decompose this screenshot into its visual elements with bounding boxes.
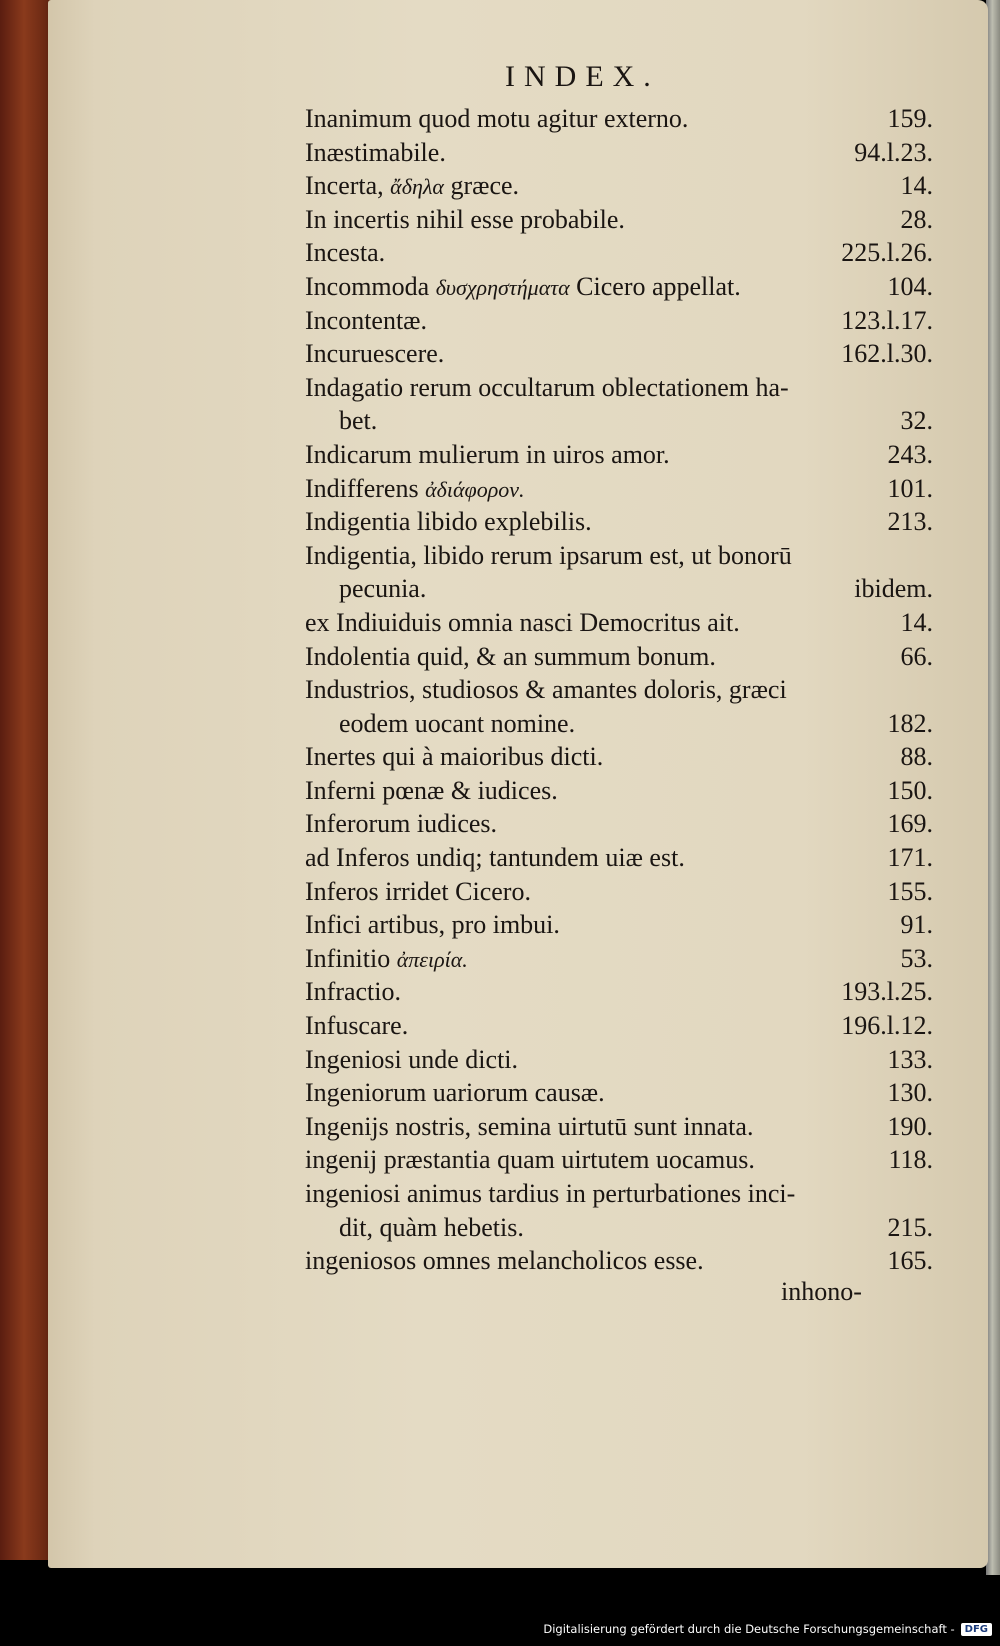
entry-term-text: Ingenijs nostris, semina uirtutū sunt innata. (305, 1111, 754, 1141)
index-entry (305, 740, 933, 774)
index-entry (305, 371, 933, 405)
entry-page-ref: 14. (900, 607, 933, 637)
entry-term (339, 404, 377, 438)
entry-term (305, 875, 531, 909)
entry-term-text: Indolentia quid, & an summum bonum. (305, 641, 716, 671)
entry-page-ref: 91. (900, 910, 933, 940)
entry-term-text: bet. (339, 406, 378, 436)
entry-term (305, 1043, 518, 1077)
entry-term-text: Incuruescere. (305, 339, 445, 369)
entry-term (305, 640, 716, 674)
index-entry (305, 1110, 933, 1144)
entry-page-ref: 162.l.30. (841, 339, 933, 369)
entry-page-ref: 32. (900, 406, 933, 436)
entry-term-text: Indigentia, libido rerum ipsarum est, ut bonorū (305, 540, 792, 570)
index-entry (305, 337, 933, 371)
entry-term (305, 673, 787, 707)
entry-term-text: Incesta. (305, 238, 386, 268)
entry-page-ref: 215. (887, 1212, 933, 1242)
entry-term-text: ingenij præstantia quam uirtutem uocamus. (305, 1145, 755, 1175)
entry-page-ref: 182. (887, 708, 933, 738)
index-entry (305, 1244, 933, 1278)
index-entry (305, 707, 933, 741)
index-entry (305, 942, 933, 976)
entry-term (305, 1143, 755, 1177)
entry-page-ref: 94.l.23. (854, 137, 933, 167)
entry-term (305, 942, 468, 977)
entry-term (305, 102, 688, 136)
entry-term-text: Infinitio (305, 943, 391, 973)
entry-page-ref: 53. (900, 943, 933, 973)
index-entry (305, 1076, 933, 1110)
index-entry (305, 1009, 933, 1043)
entry-term (305, 740, 603, 774)
entry-term-tail: græce. (450, 171, 520, 201)
entry-term-text: Indicarum mulierum in uiros amor. (305, 439, 670, 469)
entry-term-text: Indifferens (305, 473, 419, 503)
entry-page-ref: 88. (900, 742, 933, 772)
footer-text: Digitalisierung gefördert durch die Deutsche Forschungsgemeinschaft - (543, 1622, 955, 1636)
dfg-logo: DFG (961, 1623, 992, 1636)
catchword: inhono- (781, 1277, 862, 1306)
entry-term-text: Inertes qui à maioribus dicti. (305, 742, 604, 772)
index-entry (305, 404, 933, 438)
index-entry (305, 438, 933, 472)
entry-term (305, 1110, 753, 1144)
entry-page-ref: 171. (887, 843, 933, 873)
entry-greek: ἄδηλα (390, 174, 444, 200)
entry-term (305, 270, 741, 305)
entry-page-ref: 104. (887, 271, 933, 301)
entry-term (305, 169, 519, 204)
entry-term-text: Infuscare. (305, 1011, 409, 1041)
entry-term (305, 807, 497, 841)
entry-term (305, 908, 560, 942)
index-entry (305, 304, 933, 338)
entry-page-ref: 159. (887, 104, 933, 133)
entry-term (305, 841, 685, 875)
entry-term-text: dit, quàm hebetis. (339, 1212, 524, 1242)
entry-term-text: ingeniosi animus tardius in perturbationes inci- (305, 1179, 796, 1208)
entry-page-ref: 190. (887, 1111, 933, 1141)
entry-page-ref: 169. (887, 809, 933, 839)
entry-term-text: Incontentæ. (305, 305, 428, 335)
entry-term-text: Ingeniosi unde dicti. (305, 1044, 519, 1074)
index-entry (305, 908, 933, 942)
entry-term-text: In incertis nihil esse probabile. (305, 204, 625, 234)
entry-term-text: eodem uocant nomine. (339, 708, 576, 738)
entry-page-ref: 196.l.12. (841, 1011, 933, 1041)
entry-page-ref: 28. (900, 204, 933, 234)
index-entry (305, 270, 933, 304)
entry-page-ref: 123.l.17. (841, 305, 933, 335)
entry-term (305, 1009, 408, 1043)
page-edge (986, 0, 1000, 1575)
entry-page-ref: 225.l.26. (841, 238, 933, 268)
entry-term (339, 572, 426, 606)
index-entry (305, 975, 933, 1009)
entry-page-ref: 14. (900, 171, 933, 201)
entry-page-ref: 213. (887, 507, 933, 537)
entry-term-text: Infractio. (305, 977, 402, 1007)
entry-term (305, 1076, 605, 1110)
entry-greek: δυσχρηστήματα (435, 274, 570, 300)
index-entry (305, 572, 933, 606)
index-entry (305, 539, 933, 573)
entry-term (305, 1244, 704, 1278)
index-entry (305, 875, 933, 909)
entry-term (305, 606, 740, 640)
index-entry (305, 1177, 933, 1211)
index-entry (305, 606, 933, 640)
footer (543, 1618, 992, 1640)
entry-greek: ἀδιάφορον. (425, 476, 525, 502)
entry-term-text: Industrios, studiosos & amantes doloris, græci (305, 675, 787, 705)
entry-term-text: Inferorum iudices. (305, 809, 498, 839)
entry-term (339, 707, 575, 741)
entry-term-tail: Cicero appellat. (576, 271, 741, 301)
entry-term-text: Inferos irridet Cicero. (305, 876, 531, 906)
entry-term-text: ex Indiuiduis omnia nasci Democritus ait. (305, 607, 740, 637)
entry-page-ref: 150. (887, 775, 933, 805)
index-entry (305, 136, 933, 170)
entry-page-ref: 243. (887, 439, 933, 469)
index-entry (305, 774, 933, 808)
index-entry (305, 673, 933, 707)
entry-term (305, 438, 670, 472)
entry-page-ref: 101. (887, 473, 933, 503)
index-entry (305, 1211, 933, 1245)
entry-page-ref: 193.l.25. (841, 977, 933, 1007)
index-list (305, 102, 933, 1278)
entry-term-text: pecunia. (339, 574, 427, 604)
entry-page-ref: 155. (887, 876, 933, 906)
index-entry (305, 236, 933, 270)
index-entry (305, 1143, 933, 1177)
index-entry (305, 505, 933, 539)
entry-page-ref: 66. (900, 641, 933, 671)
entry-page-ref: 165. (887, 1246, 933, 1276)
index-entry (305, 102, 933, 136)
index-entry (305, 472, 933, 506)
entry-term-text: Ingeniorum uariorum causæ. (305, 1078, 605, 1108)
index-entry (305, 1043, 933, 1077)
entry-term-text: Inæstimabile. (305, 137, 446, 167)
entry-term-text: Inanimum quod motu agitur externo. (305, 104, 689, 133)
index-entry (305, 841, 933, 875)
entry-term (339, 1211, 524, 1245)
entry-term (305, 136, 446, 170)
entry-term (305, 203, 625, 237)
index-entry (305, 169, 933, 203)
entry-page-ref: 118. (888, 1145, 933, 1175)
entry-term (305, 371, 789, 405)
entry-term-text: Incerta, (305, 171, 384, 201)
entry-term (305, 472, 525, 507)
entry-term (305, 774, 558, 808)
entry-term (305, 236, 385, 270)
entry-term (305, 1177, 795, 1211)
entry-term-text: Indagatio rerum occultarum oblectationem ha- (305, 372, 789, 402)
entry-term (305, 975, 401, 1009)
entry-term-text: Indigentia libido explebilis. (305, 507, 592, 537)
entry-term (305, 539, 792, 573)
entry-term (305, 505, 592, 539)
page-title: INDEX. (505, 60, 660, 93)
entry-term (305, 337, 444, 371)
entry-term-text: Inferni pœnæ & iudices. (305, 775, 558, 805)
entry-term-text: Infici artibus, pro imbui. (305, 910, 560, 940)
entry-greek: ἀπειρία. (396, 946, 468, 972)
index-entry (305, 807, 933, 841)
entry-term-text: Incommoda (305, 271, 430, 301)
index-entry (305, 203, 933, 237)
entry-page-ref: ibidem. (854, 574, 933, 604)
entry-page-ref: 130. (887, 1078, 933, 1108)
index-entry (305, 640, 933, 674)
entry-term-text: ad Inferos undiq; tantundem uiæ est. (305, 843, 685, 873)
entry-term-text: ingeniosos omnes melancholicos esse. (305, 1246, 704, 1276)
entry-term (305, 304, 427, 338)
entry-page-ref: 133. (887, 1044, 933, 1074)
